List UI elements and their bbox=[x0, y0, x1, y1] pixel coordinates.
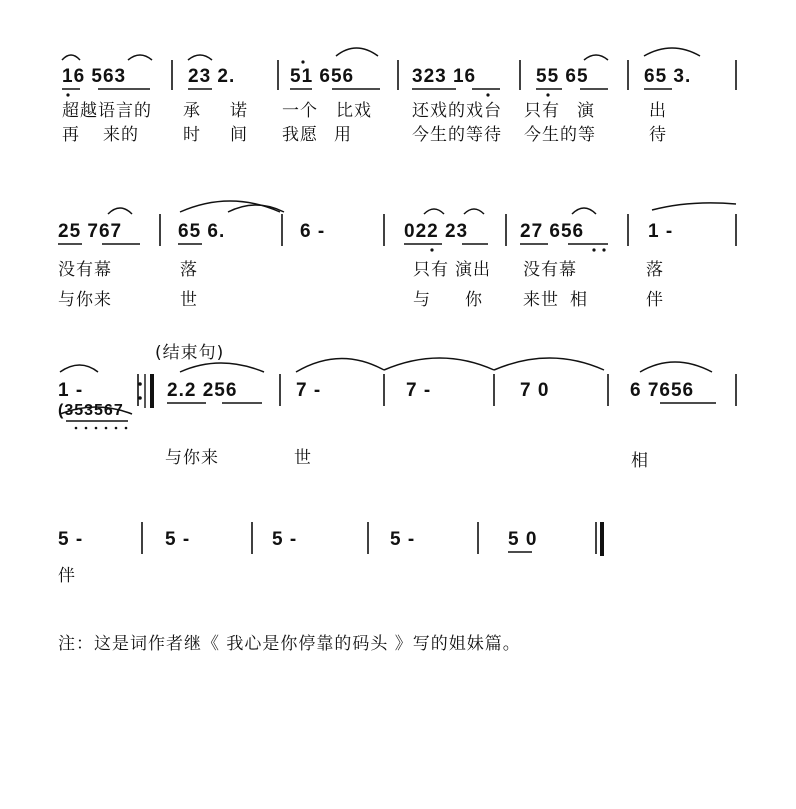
note-group: 65 3. bbox=[644, 66, 692, 87]
lyric: 相 bbox=[570, 290, 588, 310]
lyric: 来的 bbox=[103, 125, 139, 145]
note-group: 323 16 bbox=[412, 66, 477, 87]
lyric: 没有幕 bbox=[523, 260, 577, 280]
note-group: 55 65 bbox=[536, 66, 589, 87]
note-group: 1 - bbox=[58, 380, 84, 401]
lyric: 承 bbox=[183, 101, 201, 121]
lyric: 演出 bbox=[455, 260, 491, 280]
repeat-and-final-bars bbox=[138, 374, 604, 556]
note-group: 6 7656 bbox=[630, 380, 695, 401]
footnote: 注：这是词作者继《 我心是你停靠的码头 》写的姐妹篇。 bbox=[58, 634, 521, 654]
note-group: 65 6. bbox=[178, 221, 226, 242]
lyric: 出 bbox=[649, 101, 667, 121]
lyric: 与 bbox=[413, 290, 431, 310]
note-group: 022 23 bbox=[404, 221, 469, 242]
bar-lines bbox=[138, 60, 736, 554]
lyric: 没有幕 bbox=[58, 260, 112, 280]
lyric: 与你来 bbox=[165, 448, 219, 468]
note-group: 27 656 bbox=[520, 221, 585, 242]
note-group: 2.2 256 bbox=[167, 380, 238, 401]
octave-dots bbox=[66, 60, 605, 429]
lyric: 比戏 bbox=[336, 101, 372, 121]
lyric: 待 bbox=[649, 125, 667, 145]
note-group: 25 767 bbox=[58, 221, 123, 242]
note-group: 5 - bbox=[390, 529, 416, 550]
lyric: 再 bbox=[62, 125, 80, 145]
note-group: 5 0 bbox=[508, 529, 538, 550]
lyric: 相 bbox=[631, 451, 649, 471]
note-group: 23 2. bbox=[188, 66, 236, 87]
lyric: 用 bbox=[334, 125, 352, 145]
note-group: 51 656 bbox=[290, 66, 355, 87]
lyric: 来世 bbox=[523, 290, 559, 310]
lyric: 超越语言的 bbox=[62, 101, 152, 121]
lyric: 世 bbox=[180, 290, 198, 310]
ending-label: (结束句) bbox=[155, 343, 225, 363]
lyric: 与你来 bbox=[58, 290, 112, 310]
lyric: 今生的等待 bbox=[412, 125, 502, 145]
lyric: 世 bbox=[294, 448, 312, 468]
lyric: 诺 bbox=[230, 101, 248, 121]
note-group: (353567 bbox=[58, 402, 124, 419]
lyric: 只有 bbox=[524, 101, 560, 121]
lyric: 时 bbox=[183, 125, 201, 145]
lyric: 落 bbox=[180, 260, 198, 280]
note-group: 7 - bbox=[296, 380, 322, 401]
note-group: 5 - bbox=[165, 529, 191, 550]
lyric: 演 bbox=[577, 101, 595, 121]
note-group: 1 - bbox=[648, 221, 674, 242]
lyric: 落 bbox=[646, 260, 664, 280]
note-group: 7 0 bbox=[520, 380, 550, 401]
lyric: 一个 bbox=[282, 101, 318, 121]
beat-underlines bbox=[58, 89, 716, 552]
note-group: 16 563 bbox=[62, 66, 127, 87]
lyric: 只有 bbox=[413, 260, 449, 280]
lyric: 伴 bbox=[58, 566, 76, 586]
note-group: 6 - bbox=[300, 221, 326, 242]
lyric: 还戏的戏台 bbox=[412, 101, 502, 121]
note-group: 5 - bbox=[272, 529, 298, 550]
lyric: 间 bbox=[230, 125, 248, 145]
note-group: 7 - bbox=[406, 380, 432, 401]
lyric: 伴 bbox=[646, 290, 664, 310]
lyric: 我愿 bbox=[282, 125, 318, 145]
lyric: 你 bbox=[465, 290, 483, 310]
note-group: 5 - bbox=[58, 529, 84, 550]
lyric: 今生的等 bbox=[524, 125, 596, 145]
